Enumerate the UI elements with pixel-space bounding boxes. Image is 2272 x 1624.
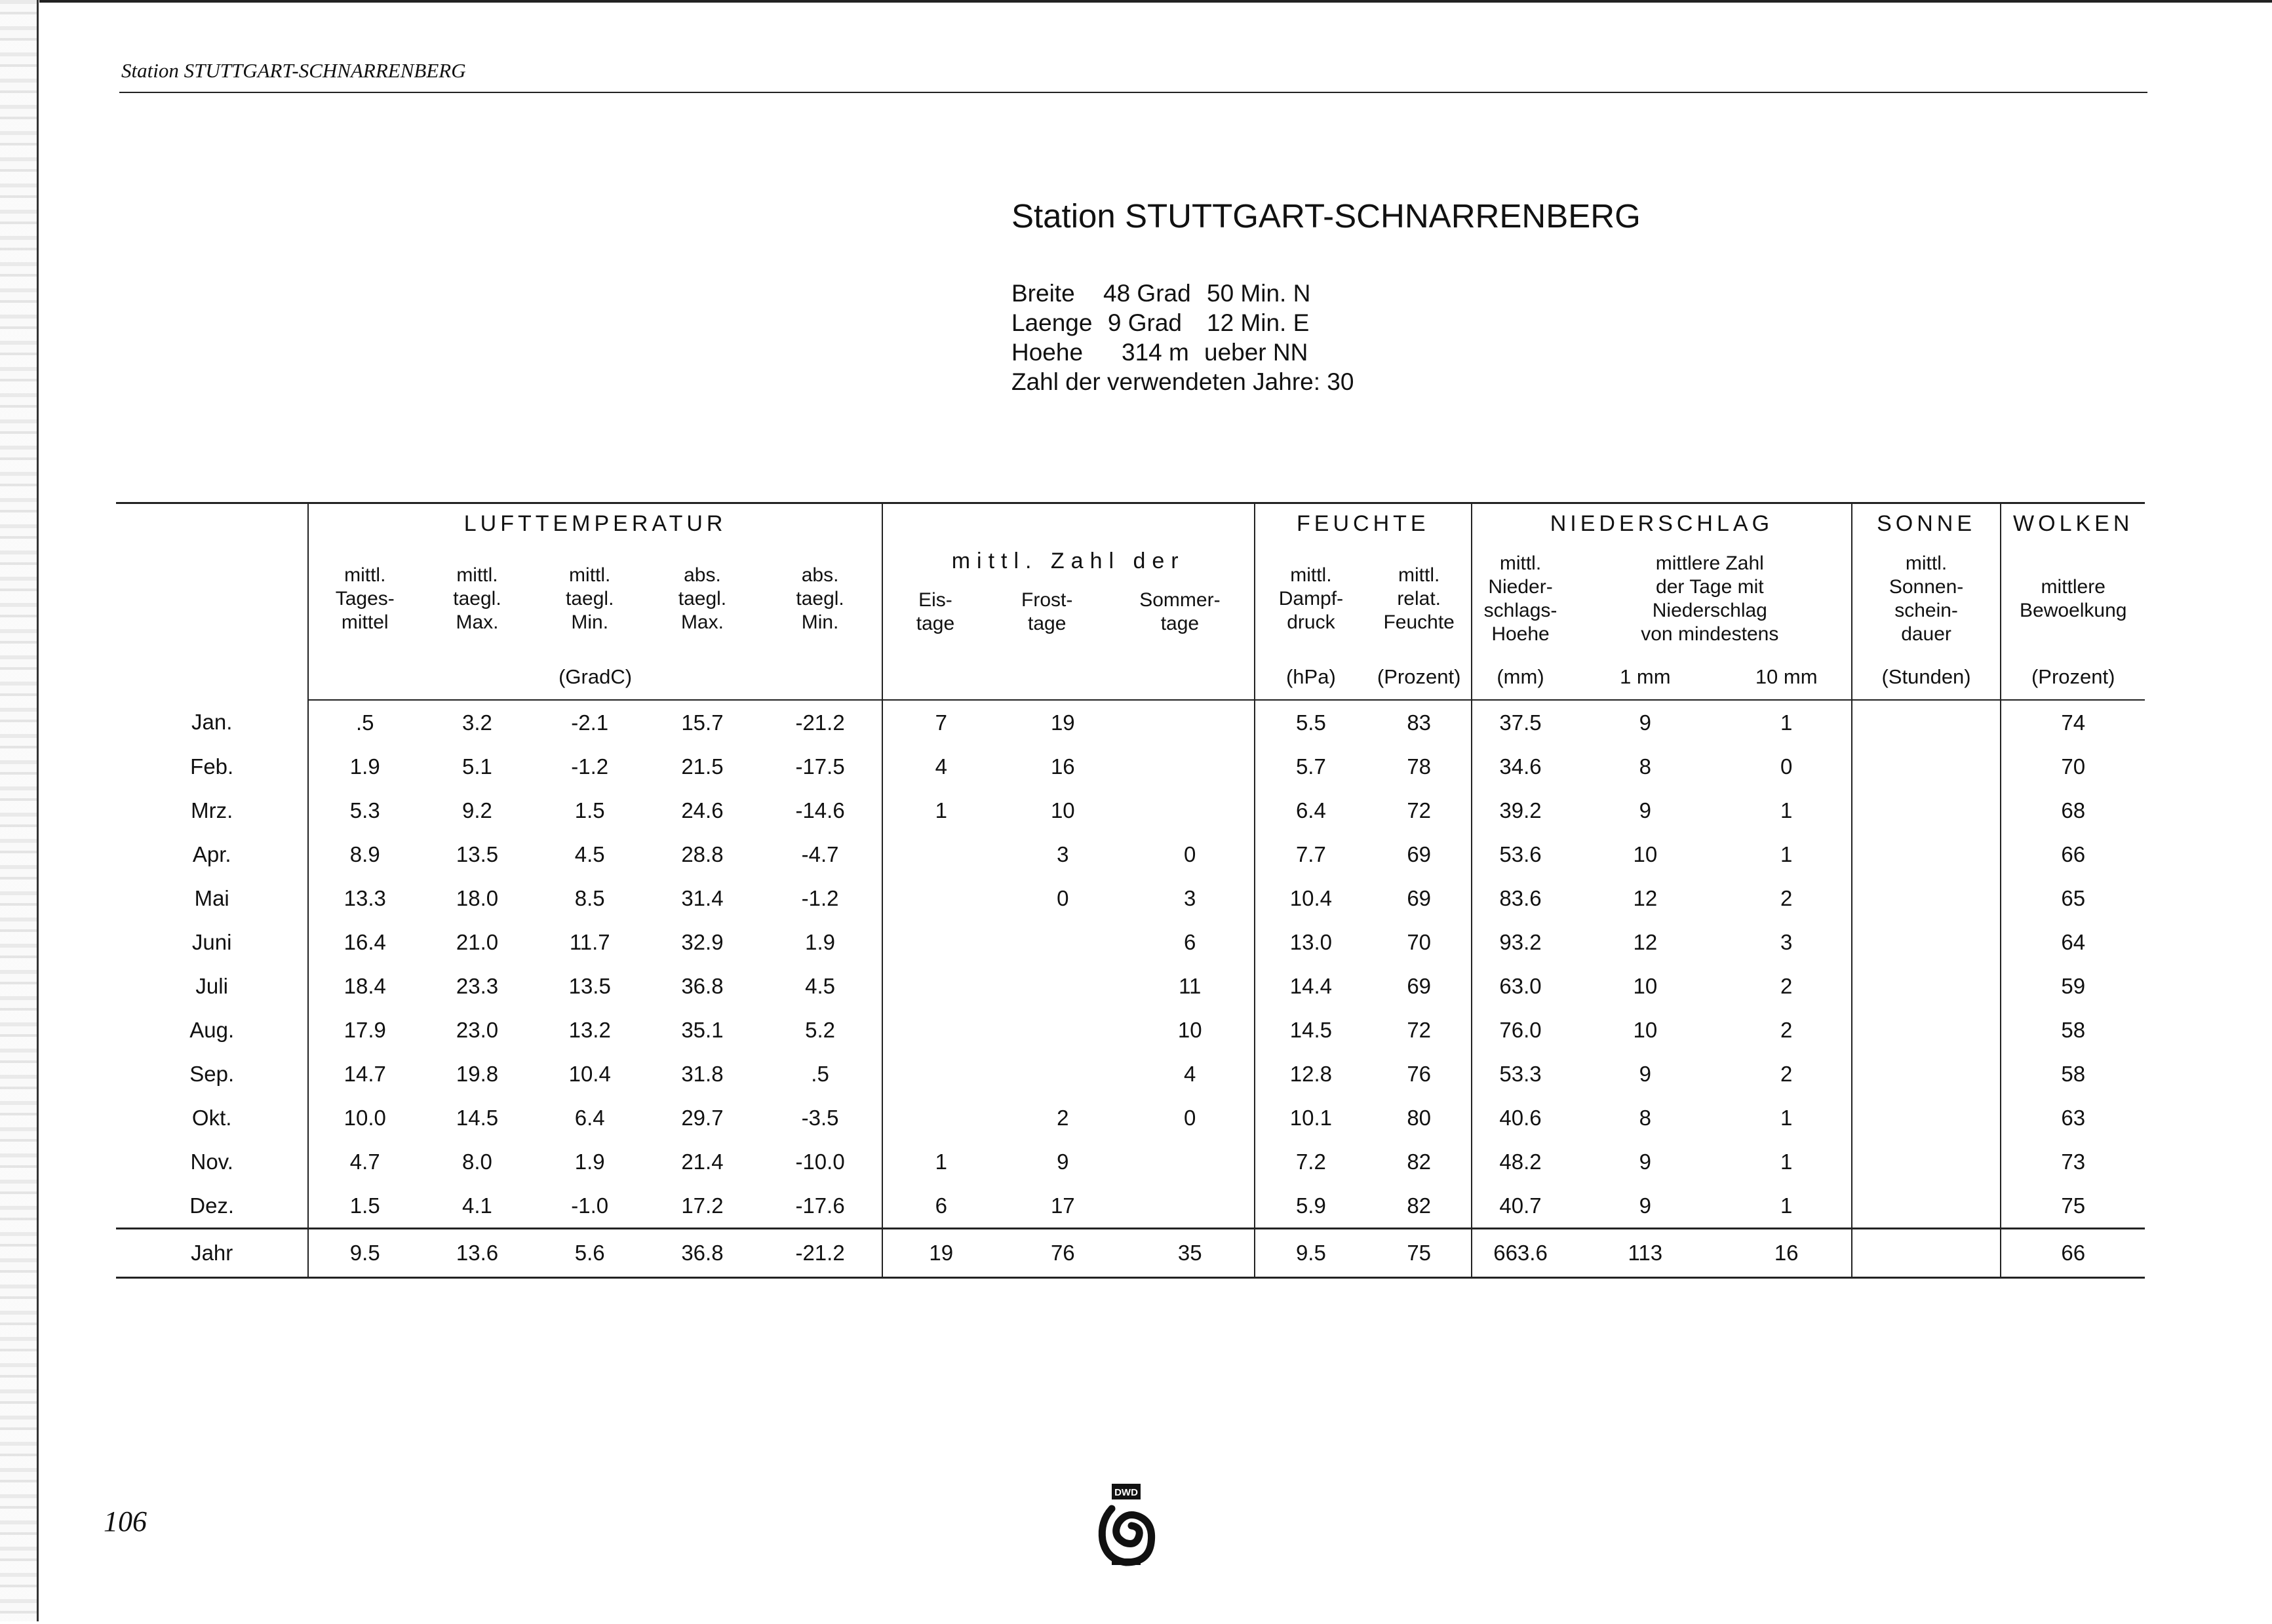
value-cell: [1852, 700, 2001, 744]
value-cell: 64: [2001, 920, 2145, 964]
book-binding-edge: [0, 0, 37, 1621]
value-cell: 21.0: [456, 929, 499, 954]
value-cell: [1126, 788, 1255, 832]
value-cell: 1: [1780, 1193, 1793, 1218]
col-taegl-max: mittl. taegl. Max.: [453, 564, 501, 633]
value-cell: 9: [1639, 798, 1651, 822]
value-cell: -10.0: [795, 1149, 845, 1174]
longitude-degrees: 9 Grad: [1107, 309, 1182, 336]
value-cell: 17.9: [308, 1008, 421, 1052]
value-cell: 7.2: [1255, 1140, 1367, 1184]
altitude-reference: ueber NN: [1204, 339, 1308, 366]
value-cell: 1: [1780, 1105, 1793, 1130]
value-cell: 8: [1639, 754, 1651, 779]
value-cell: 1: [882, 1140, 1000, 1184]
value-cell: 24.6: [681, 798, 724, 822]
value-cell: 5.2: [805, 1017, 835, 1042]
unit-stunden: (Stunden): [1852, 655, 2001, 700]
month-cell: Apr.: [192, 841, 231, 866]
unit-10mm: 10 mm: [1722, 655, 1852, 700]
value-cell: 23.0: [456, 1017, 499, 1042]
value-cell: 3.2: [462, 710, 492, 735]
month-cell: Mai: [194, 885, 229, 910]
value-cell: 11.7: [569, 929, 610, 954]
value-cell: 37.5: [1472, 700, 1569, 744]
table-row: [116, 1052, 2145, 1096]
value-cell: [1852, 1008, 2001, 1052]
value-cell: [1852, 788, 2001, 832]
value-cell: 4.1: [462, 1193, 492, 1218]
dwd-logo-icon: [1093, 1482, 1159, 1568]
value-cell: 59: [2001, 964, 2145, 1008]
value-cell: 9.5: [1255, 1229, 1367, 1278]
value-cell: 66: [2001, 1229, 2145, 1278]
value-cell: 9.5: [308, 1229, 421, 1278]
value-cell: 39.2: [1472, 788, 1569, 832]
value-cell: -17.5: [795, 754, 845, 779]
value-cell: 9: [1639, 1149, 1651, 1174]
value-cell: 5.5: [1255, 700, 1367, 744]
col-sommertage: Sommer- tage: [1139, 589, 1221, 634]
table-row: [116, 1140, 2145, 1184]
value-cell: 83.6: [1472, 876, 1569, 920]
value-cell: 1.5: [574, 798, 605, 822]
value-cell: 18.0: [456, 885, 499, 910]
value-cell: -17.6: [795, 1193, 845, 1218]
value-cell: 9: [1639, 710, 1651, 735]
value-cell: [1000, 1052, 1126, 1096]
value-cell: 6: [882, 1184, 1000, 1229]
value-cell: 72: [1407, 798, 1432, 822]
value-cell: 15.7: [681, 710, 724, 735]
value-cell: 16.4: [308, 920, 421, 964]
altitude-label: Hoehe: [1011, 339, 1084, 366]
value-cell: 8.0: [462, 1149, 492, 1174]
value-cell: 14.4: [1255, 964, 1367, 1008]
value-cell: 5.3: [308, 788, 421, 832]
col-zahl-der-group: [882, 543, 1255, 655]
value-cell: 10.0: [308, 1096, 421, 1140]
col-sonnenscheindauer: mittl. Sonnen- schein- dauer: [1852, 543, 2001, 655]
col-eistage: Eis- tage: [916, 589, 955, 634]
spine-line: [37, 0, 39, 1621]
value-cell: 11: [1179, 973, 1202, 998]
value-cell: [1852, 1052, 2001, 1096]
value-cell: [1852, 920, 2001, 964]
value-cell: [882, 832, 1000, 876]
zahl-der-title: mittl. Zahl der: [951, 549, 1185, 573]
group-wolken: WOLKEN: [2001, 503, 2145, 544]
corner-cell: [116, 503, 308, 701]
value-cell: 10.1: [1255, 1096, 1367, 1140]
value-cell: 10.4: [1255, 876, 1367, 920]
value-cell: 19: [1050, 710, 1075, 735]
col-rel-feuchte: mittl. relat. Feuchte: [1383, 564, 1455, 633]
value-cell: 53.3: [1472, 1052, 1569, 1096]
value-cell: 1: [1780, 1149, 1793, 1174]
value-cell: 6: [1184, 929, 1196, 954]
value-cell: 4: [882, 744, 1000, 788]
value-cell: 16: [1722, 1229, 1852, 1278]
month-cell: Feb.: [190, 754, 234, 779]
value-cell: 13.5: [568, 973, 611, 998]
value-cell: 5.6: [534, 1229, 646, 1278]
year-total-row: [116, 1229, 2145, 1278]
value-cell: 53.6: [1472, 832, 1569, 876]
unit-mm: (mm): [1472, 655, 1569, 700]
value-cell: 36.8: [681, 973, 724, 998]
value-cell: 10: [1050, 798, 1075, 822]
col-abs-max: abs. taegl. Max.: [678, 564, 727, 633]
latitude-degrees: 48 Grad: [1103, 280, 1191, 307]
table-row: [116, 744, 2145, 788]
value-cell: [1852, 1140, 2001, 1184]
value-cell: 10: [1633, 1017, 1658, 1042]
value-cell: 72: [1407, 1017, 1432, 1042]
group-lufttemperatur: LUFTTEMPERATUR: [308, 503, 882, 544]
years-used: Zahl der verwendeten Jahre: 30: [1011, 368, 1354, 395]
value-cell: 63.0: [1472, 964, 1569, 1008]
value-cell: [1000, 920, 1126, 964]
value-cell: 36.8: [646, 1229, 759, 1278]
value-cell: 35.1: [681, 1017, 724, 1042]
value-cell: 1: [1780, 710, 1793, 735]
value-cell: 35: [1126, 1229, 1255, 1278]
value-cell: 78: [1407, 754, 1432, 779]
latitude-minutes: 50 Min. N: [1207, 280, 1311, 307]
dwd-logo-text: DWD: [1114, 1487, 1138, 1498]
value-cell: 76: [1000, 1229, 1126, 1278]
table-row: [116, 920, 2145, 964]
group-zahl-spacer: [882, 503, 1255, 544]
col-taegl-min: mittl. taegl. Min.: [566, 564, 614, 633]
value-cell: 40.6: [1472, 1096, 1569, 1140]
value-cell: [1126, 1140, 1255, 1184]
value-cell: 58: [2001, 1008, 2145, 1052]
value-cell: 5.9: [1255, 1184, 1367, 1229]
value-cell: [1852, 876, 2001, 920]
value-cell: [1852, 964, 2001, 1008]
value-cell: 10: [1177, 1017, 1202, 1042]
month-cell: Nov.: [190, 1149, 233, 1174]
value-cell: 19: [882, 1229, 1000, 1278]
value-cell: 113: [1569, 1229, 1722, 1278]
value-cell: 82: [1407, 1149, 1432, 1174]
value-cell: 74: [2001, 700, 2145, 744]
value-cell: 12: [1633, 885, 1658, 910]
value-cell: 10: [1633, 973, 1658, 998]
table-row: [116, 1008, 2145, 1052]
table-row: [116, 1184, 2145, 1229]
value-cell: 4.7: [308, 1140, 421, 1184]
value-cell: 3: [1184, 885, 1196, 910]
value-cell: [882, 1008, 1000, 1052]
value-cell: 28.8: [681, 841, 724, 866]
value-cell: 14.5: [1255, 1008, 1367, 1052]
value-cell: 10.4: [568, 1061, 611, 1086]
value-cell: 0: [1184, 841, 1196, 866]
value-cell: 0: [1057, 885, 1069, 910]
value-cell: 14.7: [308, 1052, 421, 1096]
value-cell: 12.8: [1255, 1052, 1367, 1096]
page-number: 106: [104, 1505, 147, 1537]
table-row: [116, 876, 2145, 920]
value-cell: 12: [1633, 929, 1658, 954]
col-dampfdruck: mittl. Dampf- druck: [1255, 543, 1367, 655]
value-cell: [882, 1096, 1000, 1140]
value-cell: 19.8: [456, 1061, 499, 1086]
value-cell: [1852, 832, 2001, 876]
month-cell: Jahr: [116, 1229, 308, 1278]
running-header: Station STUTTGART-SCHNARRENBERG: [121, 59, 466, 82]
month-cell: Okt.: [191, 1105, 232, 1130]
value-cell: -14.6: [795, 798, 845, 822]
unit-gradc: (GradC): [308, 655, 882, 700]
table-row: [116, 964, 2145, 1008]
value-cell: 8: [1639, 1105, 1651, 1130]
value-cell: 83: [1407, 710, 1432, 735]
value-cell: 58: [2001, 1052, 2145, 1096]
value-cell: -1.2: [571, 754, 609, 779]
unit-hpa: (hPa): [1255, 655, 1367, 700]
value-cell: -2.1: [571, 710, 609, 735]
value-cell: [882, 920, 1000, 964]
climate-table: [116, 502, 2145, 1279]
value-cell: 9: [1639, 1061, 1651, 1086]
table-row: [116, 788, 2145, 832]
value-cell: 23.3: [456, 973, 499, 998]
month-cell: Juni: [191, 929, 232, 954]
value-cell: -1.2: [801, 885, 839, 910]
value-cell: 13.0: [1255, 920, 1367, 964]
value-cell: 17: [1050, 1193, 1075, 1218]
unit-prozent-feuchte: (Prozent): [1367, 655, 1472, 700]
value-cell: 14.5: [456, 1105, 499, 1130]
value-cell: 7.7: [1255, 832, 1367, 876]
longitude-label: Laenge: [1011, 309, 1093, 336]
value-cell: 82: [1407, 1193, 1432, 1218]
value-cell: 93.2: [1472, 920, 1569, 964]
value-cell: [1126, 700, 1255, 744]
value-cell: 13.3: [308, 876, 421, 920]
month-cell: Mrz.: [191, 798, 233, 822]
value-cell: 0: [1184, 1105, 1196, 1130]
value-cell: 16: [1050, 754, 1075, 779]
col-frosttage: Frost- tage: [1021, 589, 1073, 634]
value-cell: [1852, 1229, 2001, 1278]
col-tagesmittel: mittl. Tages- mittel: [308, 543, 421, 655]
value-cell: -1.0: [571, 1193, 609, 1218]
group-header-row: [116, 503, 2145, 544]
table-row: [116, 700, 2145, 744]
group-feuchte: FEUCHTE: [1255, 503, 1472, 544]
col-niederschlagstage: mittlere Zahl der Tage mit Niederschlag von mindestens: [1641, 552, 1779, 645]
value-cell: 5.7: [1255, 744, 1367, 788]
altitude-value: 314 m: [1122, 339, 1189, 366]
value-cell: 76: [1407, 1061, 1432, 1086]
column-header-row: [116, 543, 2145, 655]
value-cell: 63: [2001, 1096, 2145, 1140]
month-cell: Juli: [195, 973, 228, 998]
value-cell: [882, 876, 1000, 920]
value-cell: 65: [2001, 876, 2145, 920]
value-cell: [1000, 1008, 1126, 1052]
value-cell: 0: [1780, 754, 1793, 779]
value-cell: 69: [1407, 885, 1432, 910]
value-cell: 1.9: [574, 1149, 605, 1174]
value-cell: 6.4: [574, 1105, 605, 1130]
unit-1mm: 1 mm: [1569, 655, 1722, 700]
value-cell: 3: [1780, 929, 1793, 954]
value-cell: 69: [1407, 973, 1432, 998]
value-cell: 70: [1407, 929, 1432, 954]
col-bewoelkung: mittlere Bewoelkung: [2001, 543, 2145, 655]
value-cell: 2: [1780, 885, 1793, 910]
value-cell: 66: [2001, 832, 2145, 876]
unit-zahl-spacer: [882, 655, 1255, 700]
value-cell: -4.7: [801, 841, 839, 866]
value-cell: 17.2: [681, 1193, 724, 1218]
col-abs-min: abs. taegl. Min.: [796, 564, 844, 633]
value-cell: 21.4: [681, 1149, 724, 1174]
value-cell: 2: [1057, 1105, 1069, 1130]
month-cell: Dez.: [189, 1193, 235, 1218]
month-cell: Jan.: [191, 710, 233, 734]
value-cell: 68: [2001, 788, 2145, 832]
value-cell: 9: [1057, 1149, 1069, 1174]
value-cell: -21.2: [795, 710, 845, 735]
value-cell: 5.1: [462, 754, 492, 779]
group-sonne: SONNE: [1852, 503, 2001, 544]
month-cell: Aug.: [189, 1017, 235, 1042]
value-cell: -21.2: [758, 1229, 882, 1278]
value-cell: 31.8: [681, 1061, 724, 1086]
value-cell: 29.7: [681, 1105, 724, 1130]
value-cell: 40.7: [1472, 1184, 1569, 1229]
table-row: [116, 1096, 2145, 1140]
value-cell: [1852, 1096, 2001, 1140]
value-cell: 1.9: [805, 929, 835, 954]
table-body: [116, 700, 2145, 1278]
value-cell: [1126, 1184, 1255, 1229]
value-cell: 18.4: [308, 964, 421, 1008]
unit-row: [116, 655, 2145, 700]
unit-prozent-wolken: (Prozent): [2001, 655, 2145, 700]
value-cell: .5: [308, 700, 421, 744]
value-cell: 13.6: [421, 1229, 534, 1278]
month-cell: Sep.: [189, 1061, 235, 1086]
latitude-label: Breite: [1011, 280, 1075, 307]
value-cell: 4.5: [805, 973, 835, 998]
value-cell: 8.5: [574, 885, 605, 910]
value-cell: 1: [1780, 798, 1793, 822]
value-cell: 4: [1184, 1061, 1196, 1086]
value-cell: 1.9: [308, 744, 421, 788]
value-cell: [1852, 1184, 2001, 1229]
value-cell: 34.6: [1472, 744, 1569, 788]
value-cell: 2: [1780, 1017, 1793, 1042]
value-cell: 31.4: [681, 885, 724, 910]
value-cell: 80: [1407, 1105, 1432, 1130]
value-cell: 1.5: [308, 1184, 421, 1229]
value-cell: 2: [1780, 1061, 1793, 1086]
value-cell: 10: [1633, 841, 1658, 866]
value-cell: 48.2: [1472, 1140, 1569, 1184]
col-niederschlagshoehe: mittl. Nieder- schlags- Hoehe: [1472, 543, 1569, 655]
value-cell: 663.6: [1472, 1229, 1569, 1278]
value-cell: 2: [1780, 973, 1793, 998]
value-cell: [1852, 744, 2001, 788]
value-cell: 69: [1407, 841, 1432, 866]
table-row: [116, 832, 2145, 876]
value-cell: [882, 1052, 1000, 1096]
value-cell: 75: [2001, 1184, 2145, 1229]
value-cell: [1000, 964, 1126, 1008]
value-cell: 4.5: [574, 841, 605, 866]
station-title: Station STUTTGART-SCHNARRENBERG: [1011, 197, 1641, 235]
value-cell: 32.9: [681, 929, 724, 954]
value-cell: 7: [882, 700, 1000, 744]
value-cell: .5: [811, 1061, 829, 1086]
value-cell: 21.5: [681, 754, 724, 779]
value-cell: 3: [1057, 841, 1069, 866]
longitude-minutes: 12 Min. E: [1207, 309, 1310, 336]
value-cell: 1: [1780, 841, 1793, 866]
value-cell: 13.2: [568, 1017, 611, 1042]
value-cell: 9.2: [462, 798, 492, 822]
value-cell: 6.4: [1255, 788, 1367, 832]
value-cell: 8.9: [308, 832, 421, 876]
value-cell: 76.0: [1472, 1008, 1569, 1052]
value-cell: 70: [2001, 744, 2145, 788]
group-niederschlag: NIEDERSCHLAG: [1472, 503, 1852, 544]
value-cell: 9: [1639, 1193, 1651, 1218]
header-rule: [119, 92, 2147, 93]
value-cell: 75: [1367, 1229, 1472, 1278]
value-cell: -3.5: [801, 1105, 839, 1130]
value-cell: 1: [882, 788, 1000, 832]
value-cell: 13.5: [456, 841, 499, 866]
value-cell: [1126, 744, 1255, 788]
value-cell: 73: [2001, 1140, 2145, 1184]
value-cell: [882, 964, 1000, 1008]
